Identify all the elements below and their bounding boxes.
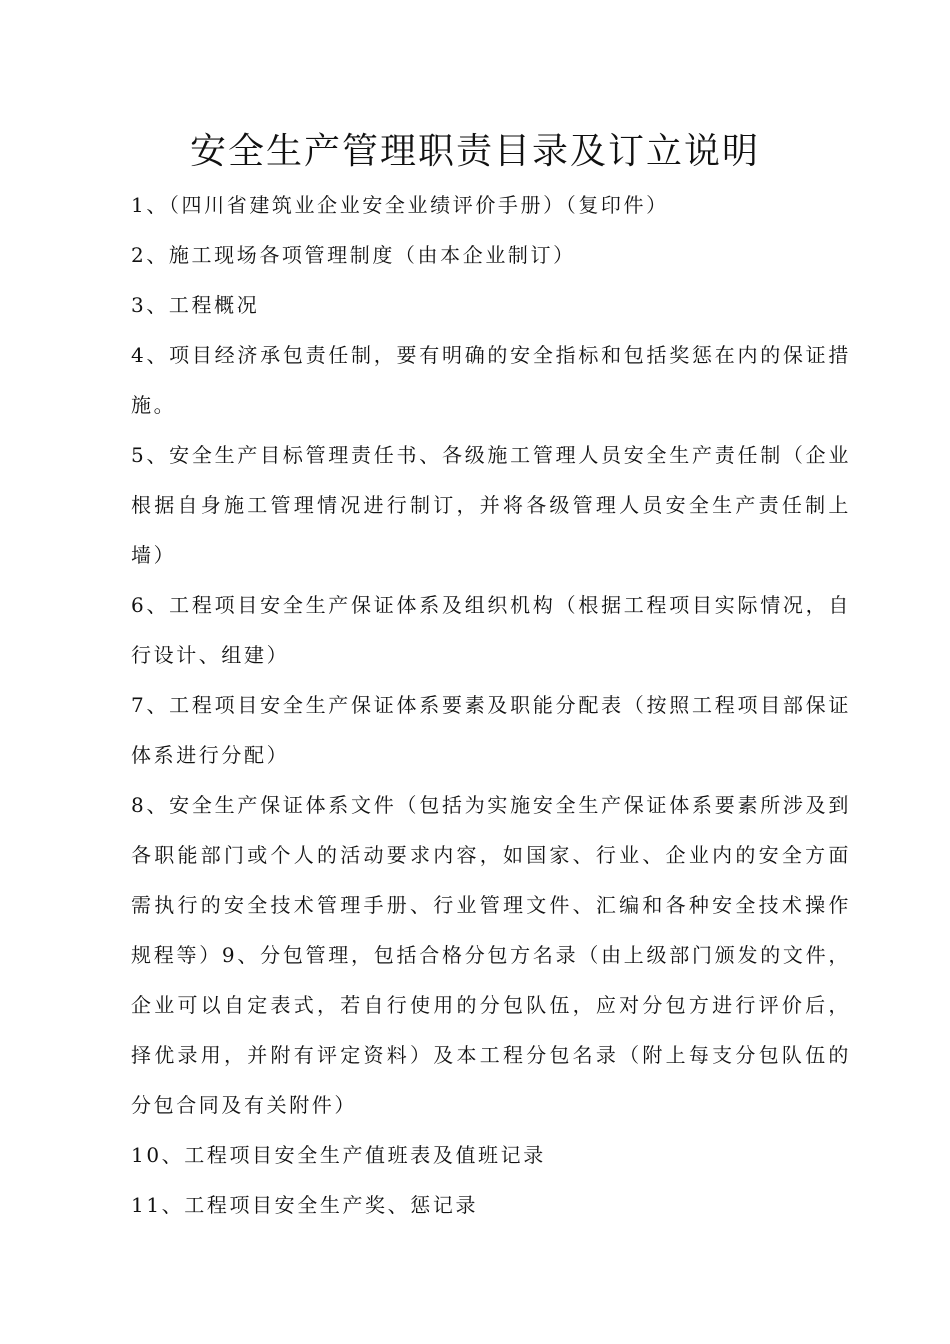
list-item: 10、工程项目安全生产值班表及值班记录 <box>131 1143 546 1167</box>
list-item: 4、项目经济承包责任制，要有明确的安全指标和包括奖惩在内的保证措施。 <box>131 343 851 417</box>
document-body <box>131 180 851 1230</box>
list-item: 1、（四川省建筑业企业安全业绩评价手册）（复印件） <box>131 193 669 217</box>
list-item: 6、工程项目安全生产保证体系及组织机构（根据工程项目实际情况，自行设计、组建） <box>131 593 851 667</box>
list-item: 5、安全生产目标管理责任书、各级施工管理人员安全生产责任制（企业根据自身施工管理情况进行制订，并将各级管理人员安全生产责任制上墙） <box>131 443 851 567</box>
list-item: 11、工程项目安全生产奖、惩记录 <box>131 1193 479 1217</box>
document-title: 安全生产管理职责目录及订立说明 <box>189 131 760 172</box>
list-item: 2、施工现场各项管理制度（由本企业制订） <box>131 243 576 267</box>
list-item: 3、工程概况 <box>131 293 260 317</box>
list-item: 7、工程项目安全生产保证体系要素及职能分配表（按照工程项目部保证体系进行分配） <box>131 693 851 767</box>
list-item: 8、安全生产保证体系文件（包括为实施安全生产保证体系要素所涉及到各职能部门或个人的活动要求内容，如国家、行业、企业内的安全方面需执行的安全技术管理手册、行业管理文件、汇编和各种安全技术操作规程等）9、分包管理，包括合格分包方名录（由上级部门颁发的文件，企业可以自定表式，若自行使用的分包队伍，应对分包方进行评价后，择优录用，并附有评定资料）及本工程分包名录（附上每支分包队伍的分包合同及有关附件） <box>131 793 851 1117</box>
